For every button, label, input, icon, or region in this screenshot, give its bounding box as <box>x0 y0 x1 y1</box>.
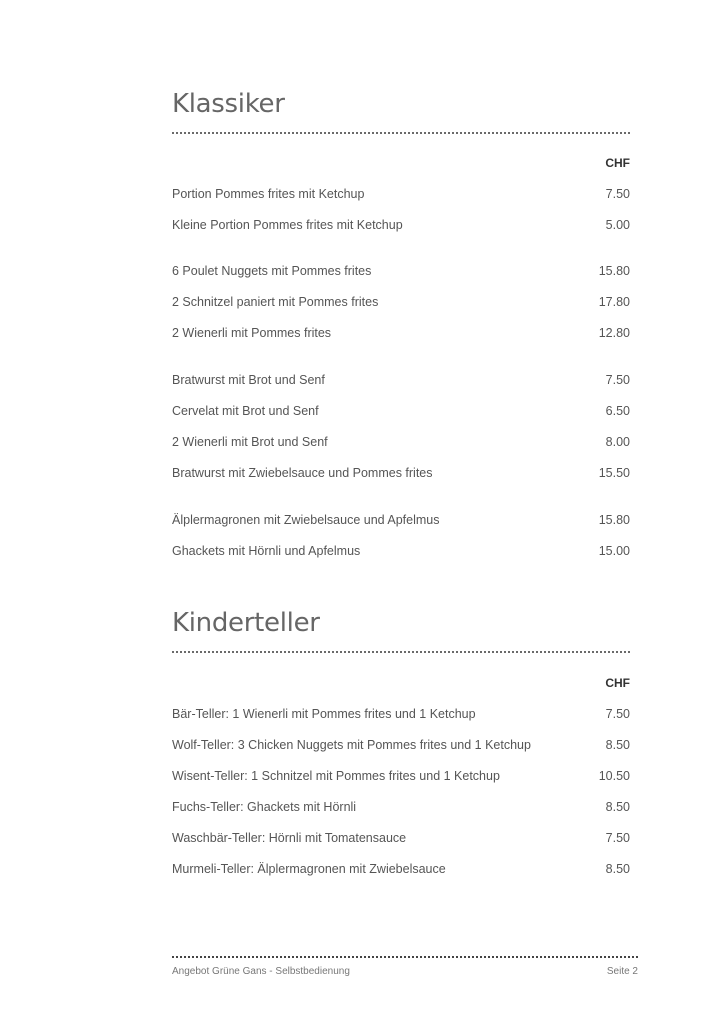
currency-header: CHF <box>605 156 630 170</box>
item-price: 7.50 <box>605 831 630 845</box>
menu-item <box>172 433 630 451</box>
item-price: 7.50 <box>605 707 630 721</box>
menu-item <box>172 705 630 723</box>
item-price: 17.80 <box>598 295 630 309</box>
menu-item <box>172 324 630 342</box>
item-price: 10.50 <box>598 769 630 783</box>
menu-item <box>172 293 630 311</box>
item-price: 15.50 <box>598 466 630 480</box>
menu-item <box>172 860 630 878</box>
page-number: Seite 2 <box>606 966 638 977</box>
menu-item <box>172 511 630 529</box>
section-title-klassiker: Klassiker <box>172 89 285 119</box>
menu-item <box>172 262 630 280</box>
item-name: Bratwurst mit Zwiebelsauce und Pommes frites <box>172 466 433 480</box>
menu-item <box>172 798 630 816</box>
item-name: Ghackets mit Hörnli und Apfelmus <box>172 544 361 558</box>
item-price: 15.80 <box>598 513 630 527</box>
item-price: 8.50 <box>605 862 630 876</box>
section-divider <box>172 132 630 134</box>
item-name: Waschbär-Teller: Hörnli mit Tomatensauce <box>172 831 407 845</box>
item-name: Kleine Portion Pommes frites mit Ketchup <box>172 218 403 232</box>
item-name: 2 Wienerli mit Pommes frites <box>172 326 332 340</box>
item-name: Fuchs-Teller: Ghackets mit Hörnli <box>172 800 357 814</box>
item-name: Wisent-Teller: 1 Schnitzel mit Pommes frites und 1 Ketchup <box>172 769 500 783</box>
item-price: 12.80 <box>598 326 630 340</box>
item-name: 6 Poulet Nuggets mit Pommes frites <box>172 264 372 278</box>
item-name: Portion Pommes frites mit Ketchup <box>172 187 365 201</box>
item-price: 7.50 <box>605 373 630 387</box>
menu-item <box>172 185 630 203</box>
section-title-kinderteller: Kinderteller <box>172 608 320 638</box>
item-name: Älplermagronen mit Zwiebelsauce und Apfelmus <box>172 513 440 527</box>
item-price: 7.50 <box>605 187 630 201</box>
footer-title: Angebot Grüne Gans - Selbstbedienung <box>172 966 350 977</box>
menu-item <box>172 402 630 420</box>
currency-header: CHF <box>605 676 630 690</box>
footer-divider <box>172 956 638 958</box>
item-name: Bratwurst mit Brot und Senf <box>172 373 325 387</box>
item-name: Cervelat mit Brot und Senf <box>172 404 319 418</box>
item-name: Bär-Teller: 1 Wienerli mit Pommes frites und 1 Ketchup <box>172 707 476 721</box>
item-price: 8.00 <box>605 435 630 449</box>
menu-item <box>172 464 630 482</box>
item-price: 5.00 <box>605 218 630 232</box>
item-name: 2 Schnitzel paniert mit Pommes frites <box>172 295 379 309</box>
menu-item <box>172 542 630 560</box>
item-name: 2 Wienerli mit Brot und Senf <box>172 435 328 449</box>
menu-item <box>172 829 630 847</box>
item-price: 15.00 <box>598 544 630 558</box>
item-price: 8.50 <box>605 800 630 814</box>
menu-item <box>172 736 630 754</box>
menu-item <box>172 767 630 785</box>
menu-item <box>172 216 630 234</box>
item-price: 8.50 <box>605 738 630 752</box>
menu-item <box>172 371 630 389</box>
item-price: 15.80 <box>598 264 630 278</box>
item-price: 6.50 <box>605 404 630 418</box>
section-divider <box>172 651 630 653</box>
item-name: Murmeli-Teller: Älplermagronen mit Zwiebelsauce <box>172 862 446 876</box>
item-name: Wolf-Teller: 3 Chicken Nuggets mit Pommes frites und 1 Ketchup <box>172 738 531 752</box>
